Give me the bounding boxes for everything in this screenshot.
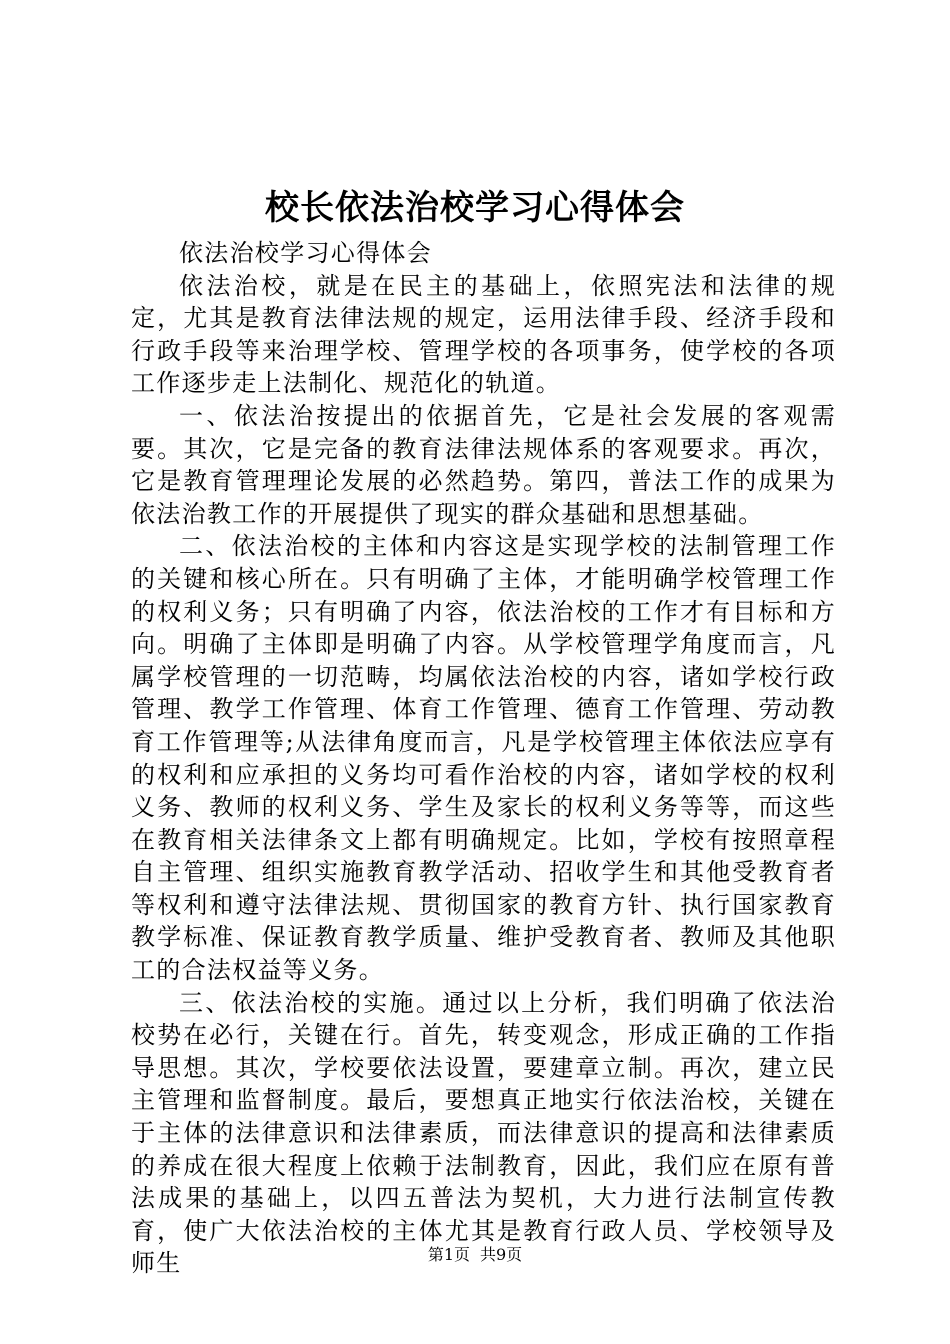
page-footer: [0, 1245, 950, 1265]
page-total: 共9页: [480, 1245, 523, 1264]
page-number: 第1页: [427, 1245, 470, 1264]
document-body: [131, 237, 836, 1280]
intro-paragraph: 依法治校，就是在民主的基础上，依照宪法和法律的规定，尤其是教育法律法规的规定，运用法律手段、经济手段和行政手段等来治理学校、管理学校的各项事务，使学校的各项工作逐步走上法制化、规范化的轨道。: [131, 271, 836, 398]
section-three-paragraph: 三、依法治校的实施。通过以上分析，我们明确了依法治校势在必行，关键在行。首先，转变观念，形成正确的工作指导思想。其次，学校要依法设置，要建章立制。再次，建立民主管理和监督制度。最后，要想真正地实行依法治校，关键在于主体的法律意识和法律素质，而法律意识的提高和法律素质的养成在很大程度上依赖于法制教育，因此，我们应在原有普法成果的基础上，以四五普法为契机，大力进行法制宣传教育，使广大依法治校的主体尤其是教育行政人员、学校领导及师生: [131, 988, 836, 1278]
section-two-paragraph: 二、依法治校的主体和内容这是实现学校的法制管理工作的关键和核心所在。只有明确了主体，才能明确学校管理工作的权利义务；只有明确了内容，依法治校的工作才有目标和方向。明确了主体即是明确了内容。从学校管理学角度而言，凡属学校管理的一切范畴，均属依法治校的内容，诸如学校行政管理、教学工作管理、体育工作管理、德育工作管理、劳动教育工作管理等;从法律角度而言，凡是学校管理主体依法应享有的权利和应承担的义务均可看作治校的内容，诸如学校的权利义务、教师的权利义务、学生及家长的权利义务等等，而这些在教育相关法律条文上都有明确规定。比如，学校有按照章程自主管理、组织实施教育教学活动、招收学生和其他受教育者等权利和遵守法律法规、贯彻国家的教育方针、执行国家教育教学标准、保证教育教学质量、维护受教育者、教师及其他职工的合法权益等义务。: [131, 532, 836, 985]
document-title: 校长依法治校学习心得体会: [265, 188, 685, 228]
section-one-paragraph: 一、依法治按提出的依据首先，它是社会发展的客观需要。其次，它是完备的教育法律法规体系的客观要求。再次，它是教育管理理论发展的必然趋势。第四，普法工作的成果为依法治教工作的开展提供了现实的群众基础和思想基础。: [131, 401, 836, 528]
subtitle-paragraph: 依法治校学习心得体会: [179, 239, 432, 267]
